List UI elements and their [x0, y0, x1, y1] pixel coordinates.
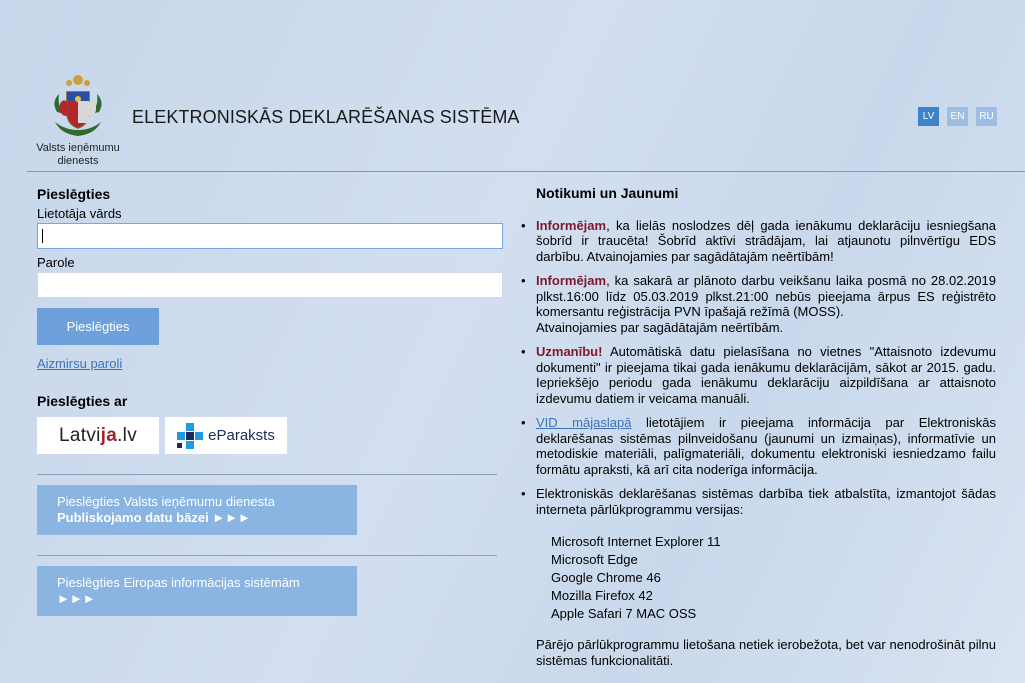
- news-panel: [536, 186, 996, 668]
- news-item: • VID mājaslapā lietotājiem ir pieejama informācija par Elektroniskās deklarēšanas sistēmas pilnveidošanu (jaunumi un izmaiņas), informatīvie un metodiskie materiāli, palīgmateriāli, dokumentu elektroniski iesniedzamo failu formātu apraksti, kā arī cita noderīga informācija.: [536, 415, 996, 477]
- language-switcher: [918, 107, 997, 126]
- password-label: Parole: [37, 255, 75, 270]
- eparaksts-login-button[interactable]: eParaksts: [165, 417, 287, 454]
- username-input[interactable]: [37, 223, 503, 249]
- login-button[interactable]: Pieslēgties: [37, 308, 159, 345]
- eu-systems-portal-button[interactable]: Pieslēgties Eiropas informācijas sistēmām ►►►: [37, 566, 357, 616]
- browser-item: Google Chrome 46: [551, 570, 661, 585]
- section-divider: [37, 474, 497, 475]
- coat-of-arms-icon: [47, 72, 109, 140]
- header-divider: [27, 171, 1025, 172]
- lang-ru-button[interactable]: RU: [976, 107, 997, 126]
- text-cursor: [42, 229, 43, 243]
- browser-footnote: Pārējo pārlūkprogrammu lietošana netiek ierobežota, bet var nenodrošināt pilnu sistēmas funkcionalitāti.: [536, 637, 996, 668]
- latvija-lv-login-button[interactable]: [37, 417, 159, 454]
- password-input[interactable]: [37, 272, 503, 298]
- browser-item: Microsoft Edge: [551, 552, 638, 567]
- lang-lv-button[interactable]: LV: [918, 107, 939, 126]
- supported-browsers-list: [551, 533, 996, 623]
- login-heading: Pieslēgties: [37, 186, 111, 202]
- org-name-line1: Valsts ieņēmumu: [36, 142, 120, 154]
- browser-item: Apple Safari 7 MAC OSS: [551, 606, 697, 621]
- vid-logo: [36, 72, 120, 168]
- username-label: Lietotāja vārds: [37, 206, 122, 221]
- news-item: • Informējam, ka lielās noslodzes dēļ gada ienākumu deklarāciju iesniegšana šobrīd ir traucēta! Šobrīd aktīvi strādājam, lai atjaunotu pilnvērtīgu EDS darbību. Atvainojamies par sagādātajām neērtībām!: [536, 218, 996, 265]
- lang-en-button[interactable]: EN: [947, 107, 968, 126]
- public-data-portal-button[interactable]: Pieslēgties Valsts ieņēmumu dienesta Publiskojamo datu bāzei ►►►: [37, 485, 357, 535]
- news-item: • Uzmanību! Automātiskā datu pielasīšana no vietnes "Attaisnoto izdevumu dokumenti" ir pieejama tikai gada ienākumu deklarācijām, sākot ar 2015. gadu. Iepriekšējo periodu gada ienākumu deklarāciju aizpildīšana ar attaisnoto izdevumu datiem ir veicama manuāli.: [536, 344, 996, 406]
- latvija-lv-logo: Latvija.lv: [59, 424, 137, 446]
- eparaksts-logo-icon: [177, 423, 203, 449]
- vid-website-link[interactable]: VID mājaslapā: [536, 415, 632, 430]
- browser-item: Microsoft Internet Explorer 11: [551, 534, 721, 549]
- news-heading: Notikumi un Jaunumi: [536, 185, 679, 201]
- news-item: • Elektroniskās deklarēšanas sistēmas darbība tiek atbalstīta, izmantojot šādas interneta pārlūkprogrammu versijas:: [536, 486, 996, 517]
- system-title: ELEKTRONISKĀS DEKLARĒŠANAS SISTĒMA: [132, 107, 520, 127]
- browser-item: Mozilla Firefox 42: [551, 588, 653, 603]
- section-divider: [37, 555, 497, 556]
- forgot-password-link[interactable]: Aizmirsu paroli: [37, 356, 123, 371]
- login-panel: [37, 186, 497, 616]
- news-item: • Informējam, ka sakarā ar plānoto darbu veikšanu laika posmā no 28.02.2019 plkst.16:00 līdz 05.03.2019 plkst.21:00 nebūs pieejama ārpus ES reģistrēto komersantu reģistrācija PVN īpašajā režīmā (MOSS). Atvainojamies par sagādātajām neērtībām.: [536, 273, 996, 335]
- alt-login-heading: Pieslēgties ar: [37, 393, 128, 409]
- org-name-line2: dienests: [57, 155, 99, 167]
